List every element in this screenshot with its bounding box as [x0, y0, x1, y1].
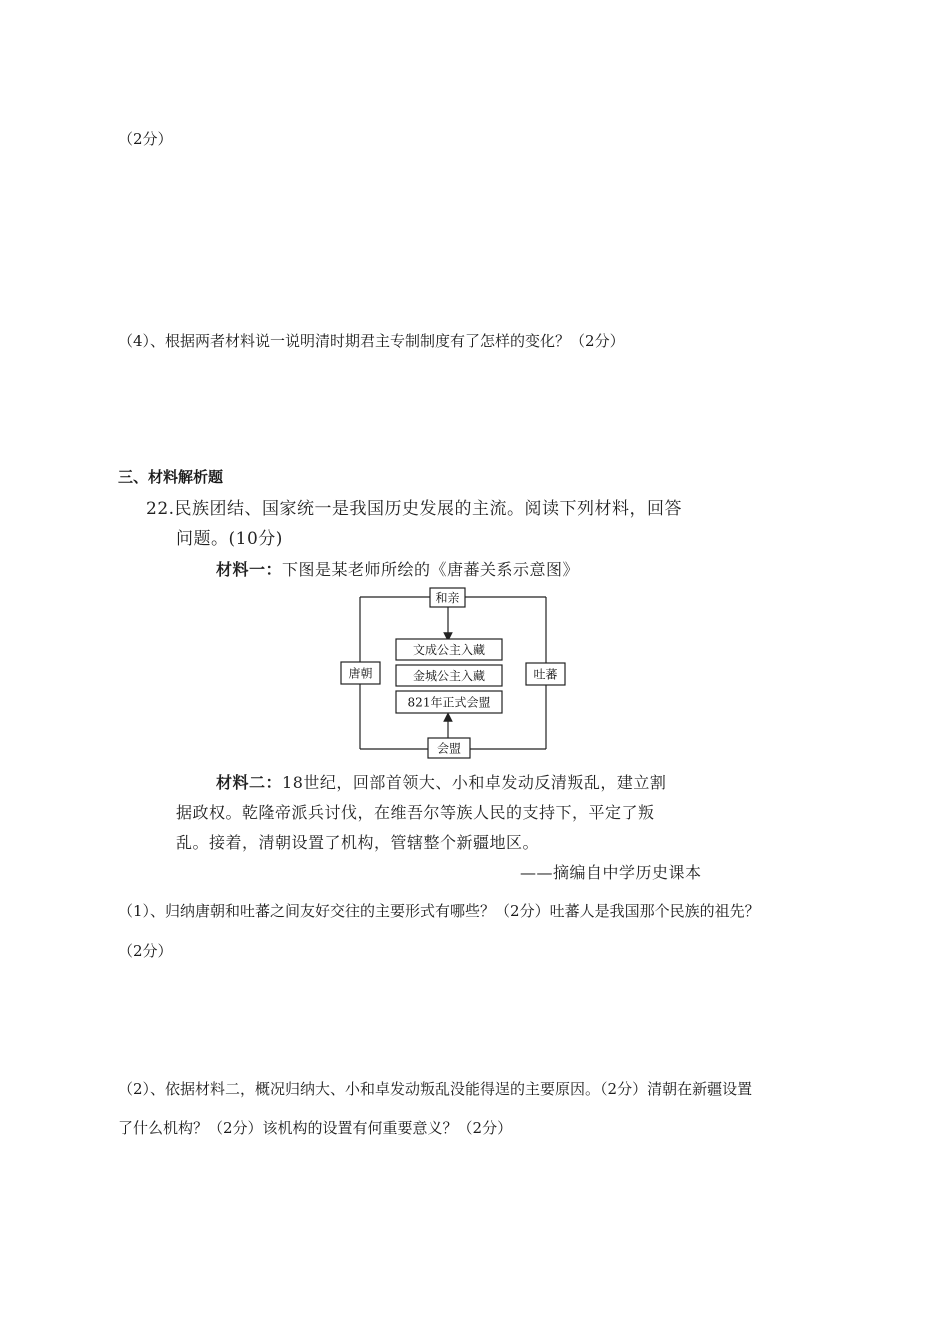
material-2-label: 材料二：	[216, 773, 283, 792]
diagram-label-tubo: 吐蕃	[533, 667, 558, 682]
material-2-text-1: 18世纪，回部首领大、小和卓发动反清叛乱，建立割	[282, 773, 667, 792]
diagram-event-1-label: 文成公主入藏	[412, 643, 486, 657]
part-2-question-line-2: 了什么机构？（2分）该机构的设置有何重要意义？（2分）	[118, 1119, 513, 1137]
part-2-question-line-1: （2）、依据材料二，概况归纳大、小和卓发动叛乱没能得逞的主要原因。（2分）清朝在新疆设置	[118, 1080, 753, 1098]
tang-tubo-relations-diagram	[340, 587, 566, 759]
diagram-event-1	[396, 639, 502, 660]
section-heading: 三、材料解析题	[118, 468, 224, 486]
diagram-label-heqin: 和亲	[435, 591, 460, 605]
score-note: （2分）	[118, 130, 173, 148]
diagram-node-huimeng	[428, 738, 470, 758]
diagram-node-heqin	[430, 588, 465, 607]
material-2-line-3: 乱。接着，清朝设置了机构，管辖整个新疆地区。	[176, 833, 540, 852]
question-22-line-2: 问题。(10分)	[176, 529, 283, 549]
diagram-node-tang	[341, 662, 380, 684]
source-citation: ——摘编自中学历史课本	[520, 863, 702, 882]
part-1-question-line-2: （2分）	[118, 942, 173, 960]
question-4: （4）、根据两者材料说一说明清时期君主专制制度有了怎样的变化？（2分）	[118, 332, 625, 350]
diagram-label-huimeng: 会盟	[436, 741, 462, 756]
part-1-question-line-1: （1）、归纳唐朝和吐蕃之间友好交往的主要形式有哪些？（2分）吐蕃人是我国那个民族的祖先？	[118, 902, 760, 920]
material-1-label: 材料一：	[216, 560, 283, 579]
material-2-line-2: 据政权。乾隆帝派兵讨伐，在维吾尔等族人民的支持下，平定了叛	[176, 803, 655, 822]
diagram-event-2-label: 金城公主入藏	[412, 669, 486, 683]
diagram-label-tang: 唐朝	[348, 666, 373, 681]
diagram-node-tubo	[526, 663, 565, 685]
diagram-event-3	[396, 691, 502, 713]
material-1	[216, 557, 579, 580]
material-1-text: 下图是某老师所绘的《唐蕃关系示意图》	[282, 560, 580, 579]
material-2-line-1	[216, 770, 666, 793]
diagram-event-2	[396, 665, 502, 686]
diagram-event-3-label: 821年正式会盟	[407, 695, 491, 710]
question-22-line-1: 22.民族团结、国家统一是我国历史发展的主流。阅读下列材料，回答	[146, 499, 683, 519]
